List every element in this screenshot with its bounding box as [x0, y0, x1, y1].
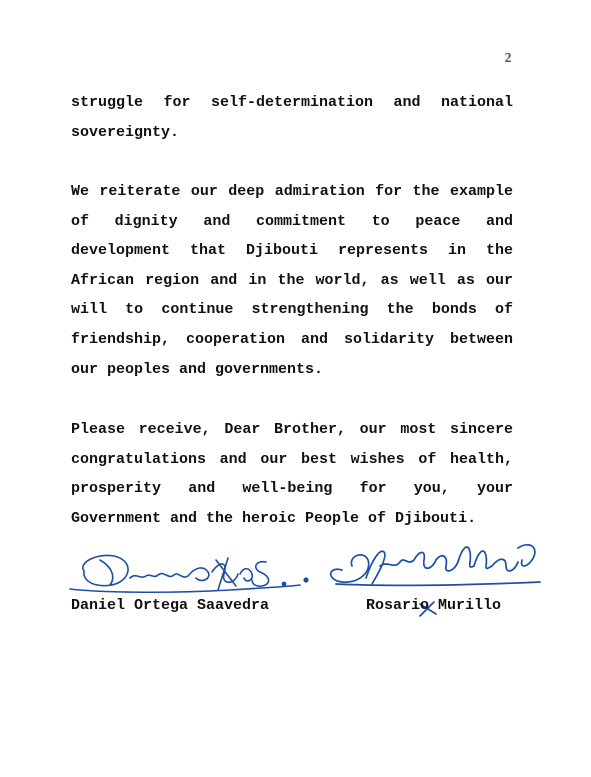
paragraph-1: struggle for self-determination and national sovereignty. [71, 94, 513, 141]
signature-left [70, 555, 308, 592]
signer-name-right: Rosario Murillo [366, 597, 502, 614]
page-number: 2 [504, 51, 512, 66]
paragraph-3: Please receive, Dear Brother, our most sincere congratulations and our best wishes of health, prosperity and well-being for you, your Government and the heroic People of Djibouti. [71, 421, 513, 527]
signer-name-left: Daniel Ortega Saavedra [71, 597, 270, 614]
paragraph-2: We reiterate our deep admiration for the example of dignity and commitment to peace and development that Djibouti represents in the African region and in the world, as well as our will to continue strengthening the bonds of friendship, cooperation and solidarity between our peoples and governments. [71, 183, 513, 378]
